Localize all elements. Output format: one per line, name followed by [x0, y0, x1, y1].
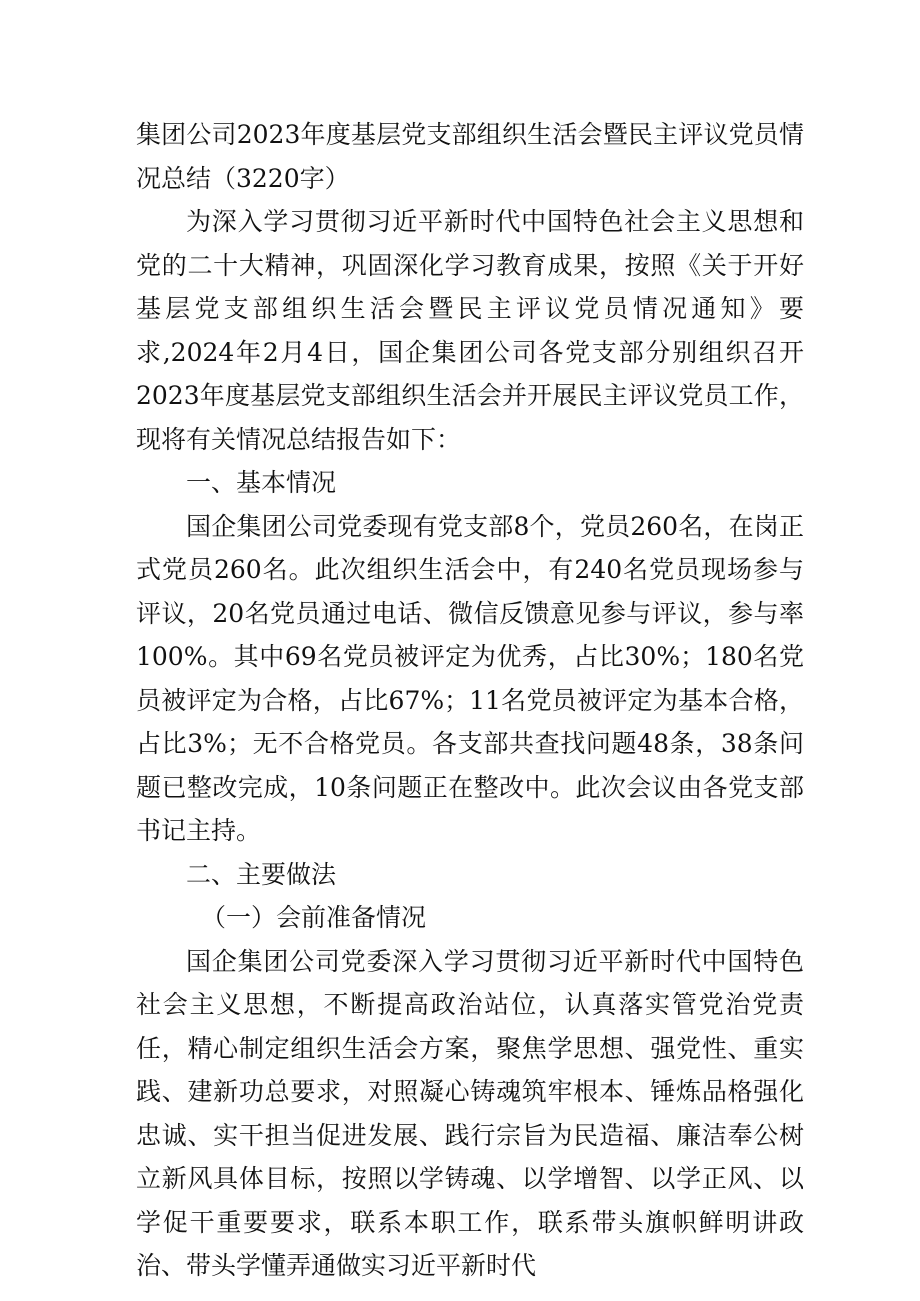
subsection-heading-preparation: （一）会前准备情况: [201, 903, 427, 932]
document-title: 集团公司2023年度基层党支部组织生活会暨民主评议党员情况总结（3220字）: [136, 120, 804, 193]
basic-situation-paragraph: 国企集团公司党委现有党支部8个，党员260名，在岗正式党员260名。此次组织生活会中，有240名党员现场参与评议，20名党员通过电话、微信反馈意见参与评议，参与率100%。其中69名党员被评定为优秀，占比30%；180名党员被评定为合格，占比67%；11名党员被评定为基本合格，占比3%；无不合格党员。各支部共查找问题48条，38条问题已整改完成，10条问题正在整改中。此次会议由各党支部书记主持。: [136, 511, 804, 845]
section-heading-basic-situation: 一、基本情况: [186, 468, 337, 497]
preparation-paragraph: 国企集团公司党委深入学习贯彻习近平新时代中国特色社会主义思想，不断提高政治站位，认真落实管党治党责任，精心制定组织生活会方案，聚焦学思想、强党性、重实践、建新功总要求，对照凝心铸魂筑牢根本、锤炼品格强化忠诚、实干担当促进发展、践行宗旨为民造福、廉洁奉公树立新风具体目标，按照以学铸魂、以学增智、以学正风、以学促干重要要求，联系本职工作，联系带头旗帜鲜明讲政治、带头学懂弄通做实习近平新时代: [136, 946, 804, 1280]
section-heading-main-practices: 二、主要做法: [186, 859, 337, 889]
document-body: [136, 113, 804, 1288]
intro-paragraph: 为深入学习贯彻习近平新时代中国特色社会主义思想和党的二十大精神，巩固深化学习教育成果，按照《关于开好基层党支部组织生活会暨民主评议党员情况通知》要求,2024年2月4日，国企集团公司各党支部分别组织召开2023年度基层党支部组织生活会并开展民主评议党员工作，现将有关情况总结报告如下：: [136, 207, 804, 454]
